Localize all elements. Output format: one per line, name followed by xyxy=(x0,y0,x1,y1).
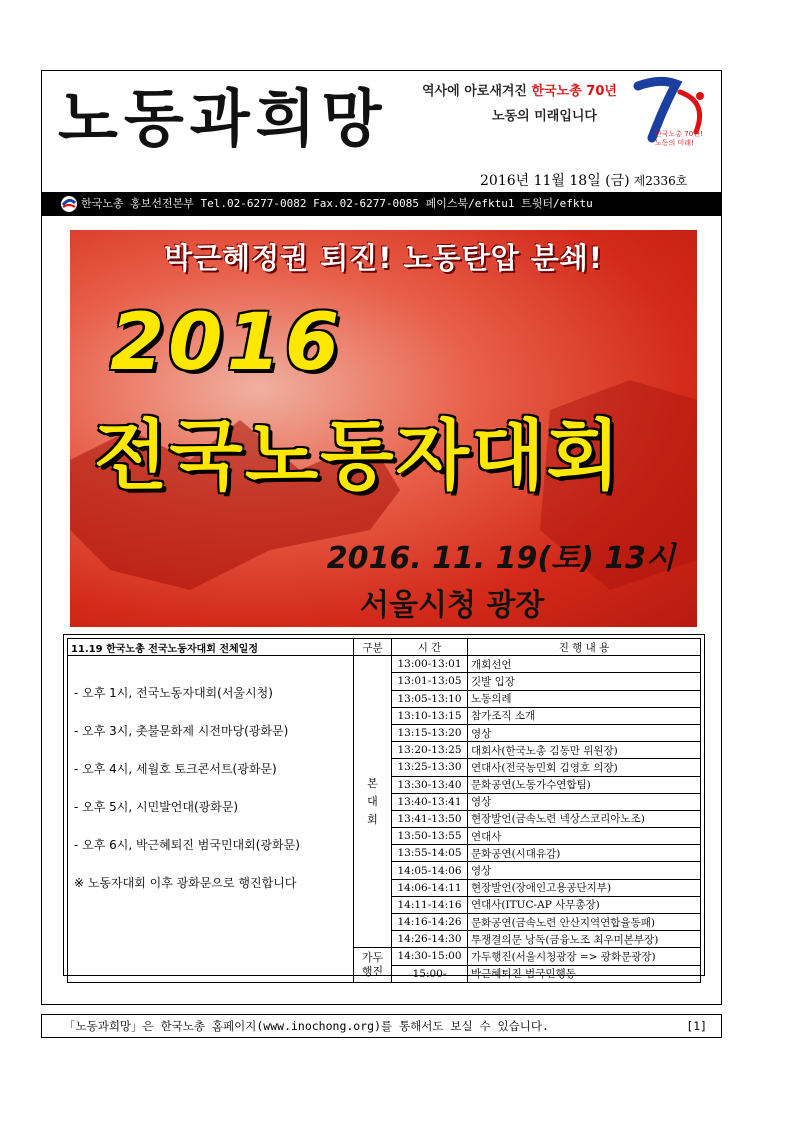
row-time: 13:30-13:40 xyxy=(392,776,468,793)
row-content: 영상 xyxy=(468,793,701,810)
row-content: 문화공연(금속노련 안산지역연합율동패) xyxy=(468,914,701,931)
contact-info-bar: 한국노총 홍보선전본부 Tel.02-6277-0082 Fax.02-6277-0085 페이스북/efktu1 트윗터/efktu xyxy=(41,192,722,216)
row-content: 현장발언(금속노련 넥상스코리아노조) xyxy=(468,810,701,827)
poster-year: 2016 xyxy=(110,298,344,388)
summary-item: - 오후 6시, 박근혜퇴진 범국민대회(광화문) xyxy=(74,838,300,853)
logo-caption: 한국노총 70년! 노동의 미래! xyxy=(655,130,703,148)
row-content: 연대사(전국농민회 김영호 의장) xyxy=(468,759,701,776)
poster-event-title: 전국노동자대회 xyxy=(94,411,622,500)
row-content: 깃발 입장 xyxy=(468,673,701,690)
row-time: 14:06-14:11 xyxy=(392,879,468,896)
row-content: 문화공연(시대유감) xyxy=(468,845,701,862)
row-content: 대회사(한국노총 김동만 위원장) xyxy=(468,742,701,759)
schedule-summary-list xyxy=(68,656,354,983)
page-number: [1] xyxy=(686,1019,707,1033)
summary-item: - 오후 5시, 시민발언대(광화문) xyxy=(74,800,239,815)
row-content: 박근혜퇴진 범국민행동 xyxy=(468,965,701,982)
row-time: 14:05-14:06 xyxy=(392,862,468,879)
schedule-title: 11.19 한국노총 전국노동자대회 전체일정 xyxy=(68,639,354,656)
summary-item: - 오후 1시, 전국노동자대회(서울시청) xyxy=(74,686,273,701)
row-time: 13:20-13:25 xyxy=(392,742,468,759)
table-row xyxy=(68,656,701,673)
row-time: 14:26-14:30 xyxy=(392,931,468,948)
issue-number: 제2336호 xyxy=(633,174,688,188)
row-content: 노동의례 xyxy=(468,690,701,707)
page-footer xyxy=(41,1014,722,1038)
row-time: 14:11-14:16 xyxy=(392,896,468,913)
row-time: 13:25-13:30 xyxy=(392,759,468,776)
schedule-table xyxy=(67,638,701,983)
row-content: 투쟁결의문 낭독(금융노조 최우미본부장) xyxy=(468,931,701,948)
row-time: 13:55-14:05 xyxy=(392,845,468,862)
summary-item: ※ 노동자대회 이후 광화문으로 행진합니다 xyxy=(74,876,297,891)
row-time: 13:50-13:55 xyxy=(392,828,468,845)
row-content: 참가조직 소개 xyxy=(468,707,701,724)
issue-date: 2016년 11월 18일 (금) xyxy=(480,173,630,189)
schedule-header-row xyxy=(68,639,701,656)
row-time: 15:00- xyxy=(392,965,468,982)
row-time: 13:00-13:01 xyxy=(392,656,468,673)
row-time: 13:10-13:15 xyxy=(392,707,468,724)
footer-text: 「노동과희망」은 한국노총 홈페이지(www.inochong.org)를 통해서도 보실 수 있습니다. xyxy=(64,1019,549,1033)
slogan-highlight: 한국노총 70년 xyxy=(531,84,617,99)
category-main-event: 본 대 회 xyxy=(354,656,392,948)
row-time: 14:16-14:26 xyxy=(392,914,468,931)
col-header-time: 시 간 xyxy=(392,639,468,656)
poster-top-slogan: 박근혜정권 퇴진! 노동탄압 분쇄! xyxy=(164,241,603,275)
row-time: 13:40-13:41 xyxy=(392,793,468,810)
row-content: 연대사(ITUC-AP 사무총장) xyxy=(468,896,701,913)
category-march: 가두 행진 xyxy=(354,948,392,982)
row-time: 13:15-13:20 xyxy=(392,724,468,741)
summary-item: - 오후 4시, 세월호 토크콘서트(광화문) xyxy=(74,762,277,777)
slogan-prefix: 역사에 아로새겨진 xyxy=(422,84,532,99)
poster-date: 2016. 11. 19(토) 13시 xyxy=(326,541,675,576)
row-time: 14:30-15:00 xyxy=(392,948,468,965)
header-slogan xyxy=(422,80,632,124)
event-poster xyxy=(70,230,697,627)
row-content: 문화공연(노동가수연합팀) xyxy=(468,776,701,793)
row-content: 영상 xyxy=(468,724,701,741)
row-content: 영상 xyxy=(468,862,701,879)
row-time: 13:05-13:10 xyxy=(392,690,468,707)
masthead-title: 노동과희망 xyxy=(58,82,388,155)
slogan-line2: 노동의 미래입니다 xyxy=(492,109,597,124)
summary-item: - 오후 3시, 촛불문화제 시전마당(광화문) xyxy=(74,724,289,739)
row-content: 가두행진(서울시청광장 => 광화문광장) xyxy=(468,948,701,965)
row-time: 13:01-13:05 xyxy=(392,673,468,690)
row-content: 현장발언(장애인고용공단지부) xyxy=(468,879,701,896)
fktu-logo-icon xyxy=(60,195,78,213)
row-content: 연대사 xyxy=(468,828,701,845)
col-header-category: 구분 xyxy=(354,639,392,656)
col-header-content: 진 행 내 용 xyxy=(468,639,701,656)
row-content: 개회선언 xyxy=(468,656,701,673)
issue-date-line xyxy=(480,170,687,190)
row-time: 13:41-13:50 xyxy=(392,810,468,827)
poster-place: 서울시청 광장 xyxy=(360,588,545,623)
